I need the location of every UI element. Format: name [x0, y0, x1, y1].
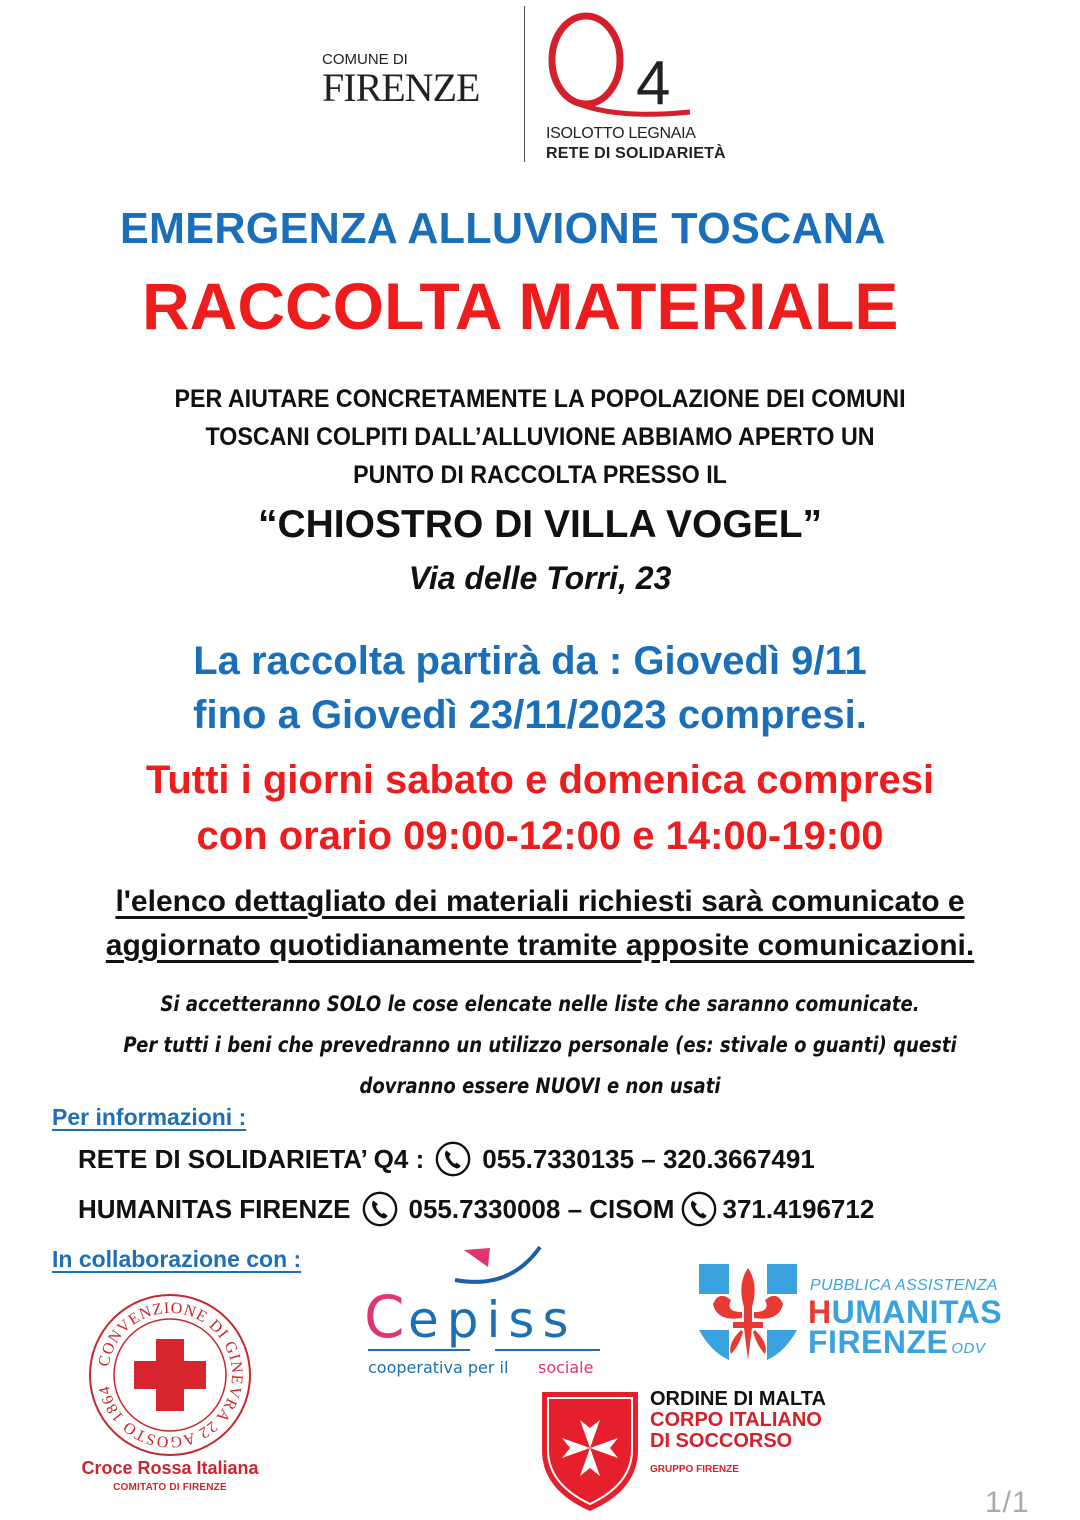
collection-hours — [40, 752, 1040, 864]
acceptance-note — [110, 984, 970, 1107]
q4-number: 4 — [636, 49, 671, 118]
cepiss-tagline: cooperativa per il — [368, 1358, 509, 1377]
comune-label: COMUNE DI — [322, 51, 408, 68]
days-info: Tutti i giorni sabato e domenica compresi — [145, 758, 935, 802]
intro-line: PER AIUTARE CONCRETAMENTE LA POPOLAZIONE DEI COMUNI — [174, 385, 906, 413]
intro-paragraph — [94, 380, 987, 494]
q4-logo-icon — [540, 8, 750, 120]
start-date: La raccolta partirà da : Giovedì 9/11 — [193, 639, 867, 683]
emergency-title: EMERGENZA ALLUVIONE TOSCANA — [120, 204, 886, 253]
maltese-cross-shield-icon — [540, 1390, 640, 1511]
malta-rescue: DI SOCCORSO — [650, 1430, 793, 1452]
red-cross-logo-icon — [85, 1290, 255, 1460]
firenze-label: FIRENZE — [322, 65, 480, 110]
contact-phones[interactable]: 055.7330008 – CISOM — [408, 1193, 675, 1224]
note-line: Per tutti i beni che prevedranno un utilizzo personale (es: stivale o guanti) questi — [123, 1033, 957, 1057]
contact-org: RETE DI SOLIDARIETA’ Q4 : — [78, 1143, 425, 1174]
note-line: dovranno essere NUOVI e non usati — [359, 1074, 721, 1098]
location-address: Via delle Torri, 23 — [408, 560, 672, 596]
main-title: RACCOLTA MATERIALE — [142, 269, 899, 343]
humanitas-line1: PUBBLICA ASSISTENZA — [810, 1277, 998, 1294]
malta-order: ORDINE DI MALTA — [650, 1388, 826, 1410]
svg-text:C: C — [364, 1283, 405, 1351]
notice-line: aggiornato quotidianamente tramite apposite comunicazioni. — [105, 929, 975, 962]
end-date: fino a Giovedì 23/11/2023 compresi. — [193, 693, 867, 737]
contact-row-rete — [78, 1140, 815, 1178]
humanitas-city — [808, 1324, 985, 1361]
intro-line: TOSCANI COLPITI DALL’ALLUVIONE ABBIAMO APERTO UN — [205, 423, 875, 451]
phone-icon — [434, 1140, 472, 1178]
q4-network: RETE DI SOLIDARIETÀ — [546, 145, 726, 162]
hours-info: con orario 09:00-12:00 e 14:00-19:00 — [196, 814, 884, 858]
malta-corps: CORPO ITALIANO — [650, 1409, 822, 1431]
logo-divider — [524, 6, 525, 162]
humanitas-rest: UMANITAS — [831, 1294, 1003, 1330]
page-indicator: 1/1 — [985, 1486, 1030, 1519]
q4-district: ISOLOTTO LEGNAIA — [546, 125, 696, 142]
contact-row-humanitas — [78, 1190, 874, 1228]
notice-line: l'elenco dettagliato dei materiali richiesti sarà comunicato e — [115, 885, 965, 918]
contact-org: HUMANITAS FIRENZE — [78, 1193, 351, 1224]
cepiss-logo-icon — [360, 1245, 610, 1385]
contact-phones[interactable]: 055.7330135 – 320.3667491 — [482, 1143, 815, 1174]
note-line: Si accetteranno SOLO le cose elencate nelle liste che saranno comunicate. — [160, 992, 920, 1016]
red-cross-committee: COMITATO DI FIRENZE — [113, 1482, 227, 1493]
materials-notice — [20, 880, 1060, 968]
red-cross-name: Croce Rossa Italiana — [81, 1458, 259, 1478]
phone-icon — [680, 1190, 718, 1228]
cepiss-tagline-accent: sociale — [538, 1358, 594, 1377]
svg-text:episs: episs — [408, 1291, 577, 1349]
malta-group: GRUPPO FIRENZE — [650, 1464, 739, 1475]
intro-line: PUNTO DI RACCOLTA PRESSO IL — [353, 461, 727, 489]
humanitas-h: H — [808, 1294, 832, 1330]
phone-icon — [361, 1190, 399, 1228]
red-cross-ring-text: CONVENZIONE DI GINEVRA 22 AGOSTO 1864 — [95, 1299, 246, 1451]
humanitas-fleur-de-lis-icon — [697, 1262, 799, 1364]
humanitas-odv: ODV — [951, 1340, 986, 1357]
info-heading: Per informazioni : — [52, 1104, 247, 1130]
comune-di-firenze-logo — [322, 52, 479, 108]
contact-phones[interactable]: 371.4196712 — [722, 1193, 875, 1224]
partners-heading: In collaborazione con : — [52, 1246, 302, 1272]
q4-caption — [546, 124, 726, 164]
malta-text — [650, 1389, 826, 1452]
location-name: “CHIOSTRO DI VILLA VOGEL” — [257, 503, 823, 546]
collection-dates — [120, 634, 940, 742]
humanitas-firenze: FIRENZE — [808, 1324, 949, 1360]
